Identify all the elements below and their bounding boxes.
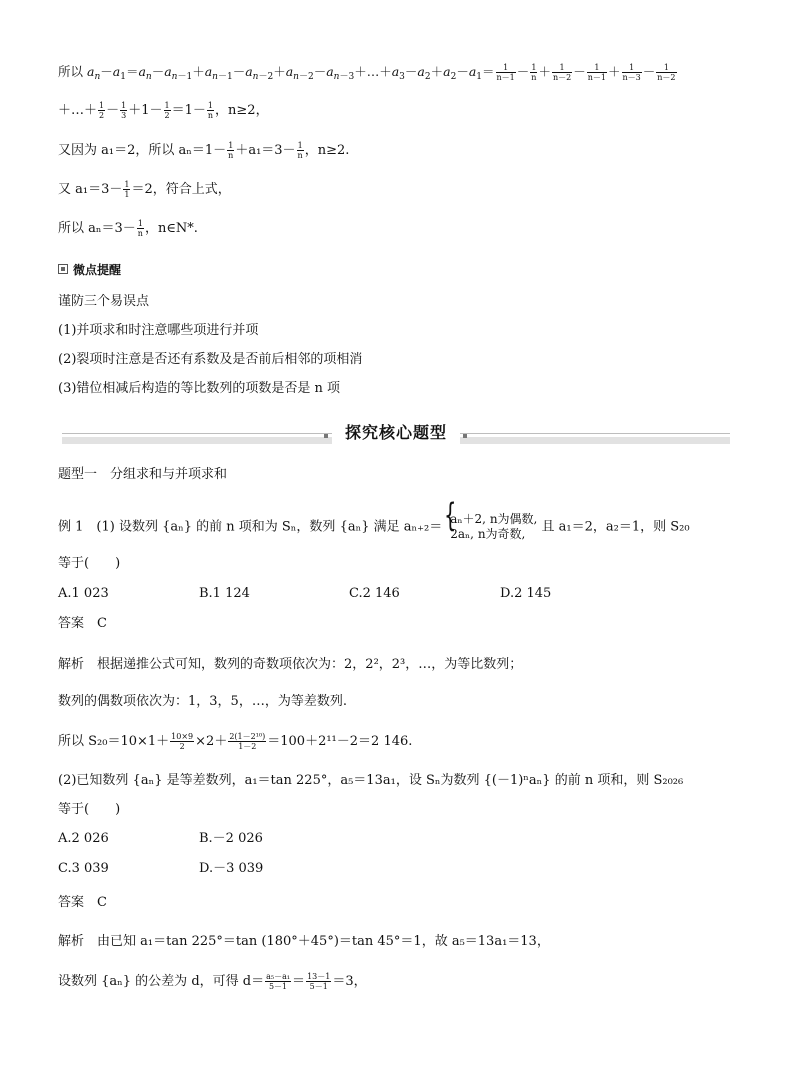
example1-question: 例 1 (1) 设数列 {aₙ} 的前 n 项和为 Sₙ，数列 {aₙ} 满足 aₙ₊₂＝ { aₙ＋2, n为偶数, 2aₙ, n为奇数, 且 a₁＝2，a₂＝1，则 S₂₀	[58, 512, 690, 542]
piecewise-brace: { aₙ＋2, n为偶数, 2aₙ, n为奇数,	[442, 512, 537, 542]
example2-option-a: A.2 026	[58, 831, 109, 846]
formula-line-5: 所以 aₙ＝3－ $\frac{1}{n}$ ，n∈N*.	[58, 219, 198, 238]
example1-option-b: B.1 124	[199, 586, 250, 601]
banner-dot-right	[463, 434, 467, 438]
example1-cont: 等于( )	[58, 556, 121, 571]
tip-intro: 谨防三个易误点	[58, 294, 150, 309]
banner-dot-left	[324, 434, 328, 438]
example1-analysis-3: 所以 S₂₀＝10×1＋ $\frac{10\times 9}{2}$ ×2＋ $\frac{\text{2(1－2¹⁰)}}{1-2}$ ＝100＋2¹¹－2＝2 146.	[58, 732, 413, 751]
section-banner	[62, 424, 730, 446]
example2-analysis-2: 设数列 {aₙ} 的公差为 d，可得 d＝ $\frac{\text{a₅－a₁}}{5-1}$ ＝ $\frac{13-1}{5-1}$ ＝3，	[58, 972, 367, 991]
example2-analysis-1: 解析 由已知 a₁＝tan 225°＝tan (180°＋45°)＝tan 45°＝1，故 a₅＝13a₁＝13，	[58, 934, 550, 949]
tip-item-1: (1)并项求和时注意哪些项进行并项	[58, 323, 259, 338]
section-title: 题型一 分组求和与并项求和	[58, 467, 228, 482]
formula-line-2: ＋…＋ $\frac{1}{2}$ － $\frac{1}{3}$ ＋1－ $\frac{1}{2}$ ＝1－ $\frac{1}{n}$ ，n≥2，	[58, 101, 269, 120]
example1-analysis-2: 数列的偶数项依次为：1，3，5，…，为等差数列.	[58, 694, 347, 709]
banner-title: 探究核心题型	[332, 420, 460, 446]
example1-analysis-1: 解析 根据递推公式可知，数列的奇数项依次为：2，2²，2³，…，为等比数列；	[58, 657, 523, 672]
example1-option-d: D.2 145	[500, 586, 552, 601]
example2-option-d: D.－3 039	[199, 861, 264, 876]
tip-item-2: (2)裂项时注意是否还有系数及是否前后相邻的项相消	[58, 352, 363, 367]
example1-option-a: A.1 023	[58, 586, 109, 601]
example2-option-c: C.3 039	[58, 861, 109, 876]
tip-item-3: (3)错位相减后构造的等比数列的项数是否是 n 项	[58, 381, 341, 396]
example2-question: (2)已知数列 {aₙ} 是等差数列，a₁＝tan 225°，a₅＝13a₁，设 Sₙ为数列 {(－1)ⁿaₙ} 的前 n 项和，则 S₂₀₂₆	[58, 773, 684, 788]
formula-line-4: 又 a₁＝3－ $\frac{1}{1}$ ＝2，符合上式，	[58, 180, 231, 199]
example2-answer: 答案 C	[58, 895, 107, 910]
tip-box-icon	[58, 264, 68, 274]
example1-option-c: C.2 146	[349, 586, 400, 601]
example2-cont: 等于( )	[58, 802, 121, 817]
example2-option-b: B.－2 026	[199, 831, 263, 846]
tip-heading: 微点提醒	[58, 261, 121, 278]
formula-line-3: 又因为 a₁＝2，所以 aₙ＝1－ $\frac{1}{n}$ ＋a₁＝3－ $\frac{1}{n}$ ，n≥2.	[58, 141, 350, 160]
example1-answer: 答案 C	[58, 616, 107, 631]
formula-line-1: 所以 $a_n-a_1=a_n-a_{n-1}+a_{n-1}-a_{n-2}+a_{n-2}-a_{n-3}+\dots+a_3-a_2+a_2-a_1=$ $\frac{1}{n-1}$ － $\frac{1}{n}$ ＋ $\frac{1}{n-2}$ － $\frac{1}{n-1}$ ＋ $\frac{1}{n-3}$ － $\frac{1}{n-2}$	[58, 63, 676, 82]
